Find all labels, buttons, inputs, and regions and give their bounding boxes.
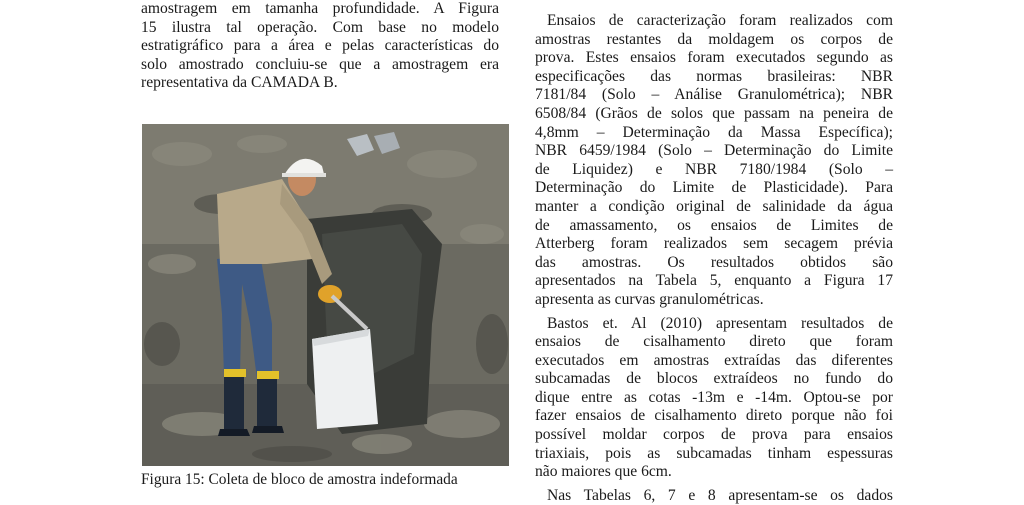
- text-line: 15 ilustra tal operação. Com base no modelo: [141, 18, 499, 36]
- text-line: Determinação do Limite de Plasticidade). Para: [535, 179, 893, 197]
- text-line: apresentados na Tabela 5, enquanto a Figura 17: [535, 272, 893, 290]
- text-line: Bastos et. Al (2010) apresentam resultados de: [547, 314, 893, 332]
- text-line: das amostras. Os resultados obtidos são: [535, 253, 893, 271]
- text-line: fazer ensaios de cisalhamento direto porque não foi: [535, 407, 893, 425]
- text-line: solo amostrado concluiu-se que a amostragem era: [141, 55, 499, 73]
- text-line: executados em amostras extraídas das diferentes: [535, 351, 893, 369]
- paragraph: [535, 12, 893, 310]
- text-line: de Liquidez) e NBR 7180/1984 (Solo –: [535, 160, 893, 178]
- paragraph: [535, 315, 893, 482]
- left-column-text: [141, 0, 499, 93]
- text-line: triaxiais, pois as subcamadas tinham espessuras: [535, 444, 893, 462]
- text-line: Nas Tabelas 6, 7 e 8 apresentam-se os dados: [547, 486, 893, 504]
- figure-caption: Figura 15: Coleta de bloco de amostra indeformada: [141, 471, 458, 488]
- text-line: ensaios de cisalhamento direto que foram: [535, 333, 893, 351]
- text-line: NBR 6459/1984 (Solo – Determinação do Limite: [535, 142, 893, 160]
- text-line: amostras restantes da moldagem os corpos de: [535, 30, 893, 48]
- right-column-text: [535, 12, 893, 505]
- text-line: representativa da CAMADA B.: [141, 74, 338, 92]
- text-line: Atterberg foram realizados sem secagem prévia: [535, 235, 893, 253]
- text-line: 4,8mm – Determinação da Massa Específica);: [535, 123, 893, 141]
- text-line: possível moldar corpos de prova para ensaios: [535, 426, 893, 444]
- text-line: subcamadas de blocos extraídeos no fundo do: [535, 370, 893, 388]
- text-line: 7181/84 (Solo – Análise Granulométrica); NBR: [535, 86, 893, 104]
- text-line: dique entre as cotas -13m e -14m. Optou-se por: [535, 388, 893, 406]
- figure-photo: [142, 124, 509, 466]
- text-line: não maiores que 6cm.: [535, 463, 672, 481]
- text-line: amostragem em tamanha profundidade. A Figura: [141, 0, 499, 17]
- text-line: de amassamento, os ensaios de Limites de: [535, 216, 893, 234]
- text-line: prova. Estes ensaios foram executados segundo as: [535, 49, 893, 67]
- text-line: Ensaios de caracterização foram realizados com: [547, 12, 893, 29]
- text-line: apresenta as curvas granulométricas.: [535, 290, 764, 308]
- text-line: especificações das normas brasileiras: NBR: [535, 67, 893, 85]
- text-line: manter a condição original de salinidade da água: [535, 197, 893, 215]
- paragraph: [535, 487, 893, 505]
- text-line: 6508/84 (Grãos de solos que passam na peneira de: [535, 104, 893, 122]
- text-line: estratigráfico para a área e pelas características do: [141, 37, 499, 55]
